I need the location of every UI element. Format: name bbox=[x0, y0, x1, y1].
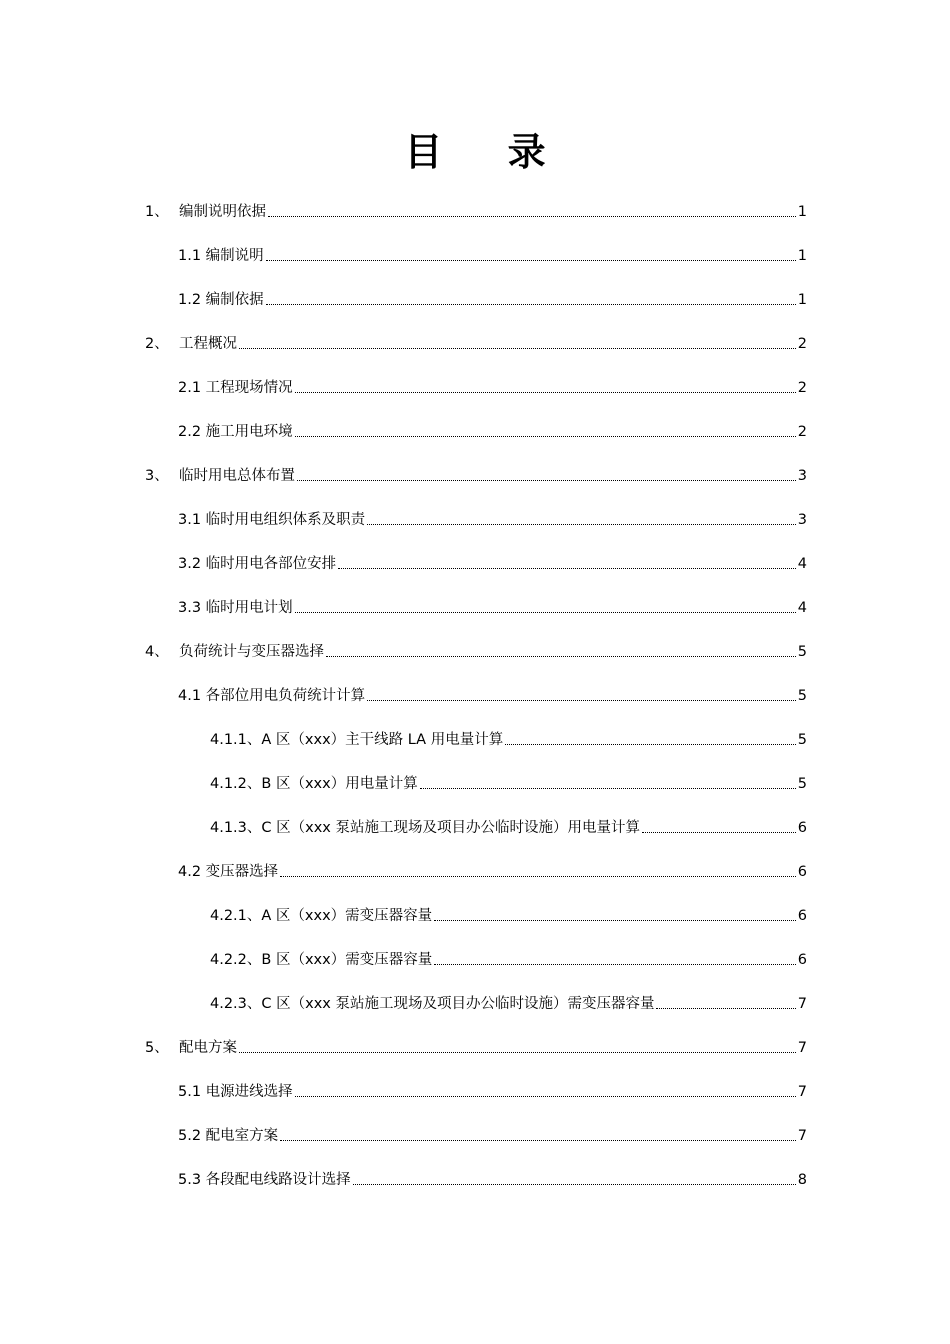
dot-leader bbox=[434, 964, 796, 965]
toc-page-number: 4 bbox=[797, 556, 807, 572]
toc-entry-1-1[interactable] bbox=[178, 242, 807, 266]
toc-entry-4-2[interactable] bbox=[178, 858, 807, 882]
toc-entry-3-1[interactable] bbox=[178, 506, 807, 530]
toc-label: 5.2 配电室方案 bbox=[178, 1128, 279, 1144]
toc-label: 3.1 临时用电组织体系及职责 bbox=[178, 512, 366, 528]
toc-page-number: 6 bbox=[797, 820, 807, 836]
toc-entry-5-3[interactable] bbox=[178, 1166, 807, 1190]
toc-entry-2-2[interactable] bbox=[178, 418, 807, 442]
toc-page-number: 6 bbox=[797, 864, 807, 880]
dot-leader bbox=[338, 568, 796, 569]
toc-label: 4.1.3、C 区（xxx 泵站施工现场及项目办公临时设施）用电量计算 bbox=[210, 820, 640, 836]
toc-page-number: 1 bbox=[797, 204, 807, 220]
toc-label: 临时用电总体布置 bbox=[179, 468, 295, 484]
toc-page-number: 5 bbox=[797, 776, 807, 792]
toc-entry-4-1[interactable] bbox=[178, 682, 807, 706]
toc-label: 2.1 工程现场情况 bbox=[178, 380, 293, 396]
toc-page-number: 7 bbox=[797, 996, 807, 1012]
dot-leader bbox=[295, 1096, 796, 1097]
toc-label: 4.2.2、B 区（xxx）需变压器容量 bbox=[210, 952, 433, 968]
toc-page-number: 3 bbox=[797, 512, 807, 528]
toc-entry-4-1-3[interactable] bbox=[210, 814, 807, 838]
toc-label: 5.3 各段配电线路设计选择 bbox=[178, 1172, 351, 1188]
toc-label: 1.2 编制依据 bbox=[178, 292, 264, 308]
toc-number: 5、 bbox=[145, 1040, 169, 1056]
toc-page-number: 2 bbox=[797, 380, 807, 396]
dot-leader bbox=[268, 216, 796, 217]
toc-label: 3.2 临时用电各部位安排 bbox=[178, 556, 337, 572]
dot-leader bbox=[656, 1008, 795, 1009]
dot-leader bbox=[295, 392, 796, 393]
toc-number: 4、 bbox=[145, 644, 169, 660]
toc-number: 1、 bbox=[145, 204, 169, 220]
dot-leader bbox=[280, 1140, 796, 1141]
toc-page-number: 1 bbox=[797, 248, 807, 264]
dot-leader bbox=[295, 436, 796, 437]
toc-label: 编制说明依据 bbox=[179, 204, 266, 220]
toc-label: 4.2 变压器选择 bbox=[178, 864, 279, 880]
toc-entry-3-2[interactable] bbox=[178, 550, 807, 574]
dot-leader bbox=[434, 920, 796, 921]
toc-entry-2[interactable] bbox=[145, 330, 807, 354]
toc-label: 4.2.3、C 区（xxx 泵站施工现场及项目办公临时设施）需变压器容量 bbox=[210, 996, 655, 1012]
toc-entry-4-1-2[interactable] bbox=[210, 770, 807, 794]
toc-label: 工程概况 bbox=[179, 336, 237, 352]
toc-entry-5-1[interactable] bbox=[178, 1078, 807, 1102]
toc-page-number: 2 bbox=[797, 336, 807, 352]
toc-label: 3.3 临时用电计划 bbox=[178, 600, 293, 616]
toc-entry-5[interactable] bbox=[145, 1034, 807, 1058]
page-title: 目 录 bbox=[404, 129, 572, 174]
toc-label: 5.1 电源进线选择 bbox=[178, 1084, 293, 1100]
dot-leader bbox=[326, 656, 796, 657]
toc-label: 4.1.1、A 区（xxx）主干线路 LA 用电量计算 bbox=[210, 732, 504, 748]
toc-page-number: 1 bbox=[797, 292, 807, 308]
toc-entry-4-1-1[interactable] bbox=[210, 726, 807, 750]
toc-label: 4.2.1、A 区（xxx）需变压器容量 bbox=[210, 908, 433, 924]
toc-number: 2、 bbox=[145, 336, 169, 352]
toc-entry-4-2-3[interactable] bbox=[210, 990, 807, 1014]
toc-page-number: 5 bbox=[797, 688, 807, 704]
toc-label: 1.1 编制说明 bbox=[178, 248, 264, 264]
dot-leader bbox=[280, 876, 796, 877]
toc-label: 配电方案 bbox=[179, 1040, 237, 1056]
toc-entry-4-2-2[interactable] bbox=[210, 946, 807, 970]
toc-page-number: 5 bbox=[797, 644, 807, 660]
toc-entry-3[interactable] bbox=[145, 462, 807, 486]
dot-leader bbox=[420, 788, 796, 789]
dot-leader bbox=[367, 700, 796, 701]
dot-leader bbox=[642, 832, 796, 833]
dot-leader bbox=[505, 744, 796, 745]
dot-leader bbox=[367, 524, 796, 525]
dot-leader bbox=[266, 304, 796, 305]
toc-label: 负荷统计与变压器选择 bbox=[179, 644, 324, 660]
toc-page-number: 5 bbox=[797, 732, 807, 748]
dot-leader bbox=[266, 260, 796, 261]
toc-number: 3、 bbox=[145, 468, 169, 484]
dot-leader bbox=[353, 1184, 796, 1185]
toc-page-number: 2 bbox=[797, 424, 807, 440]
toc-entry-2-1[interactable] bbox=[178, 374, 807, 398]
toc-entry-3-3[interactable] bbox=[178, 594, 807, 618]
dot-leader bbox=[239, 348, 796, 349]
dot-leader bbox=[297, 480, 796, 481]
toc-page-number: 7 bbox=[797, 1040, 807, 1056]
toc-entry-1-2[interactable] bbox=[178, 286, 807, 310]
toc-entry-1[interactable] bbox=[145, 198, 807, 222]
toc-page-number: 3 bbox=[797, 468, 807, 484]
toc-entry-4-2-1[interactable] bbox=[210, 902, 807, 926]
toc-entry-5-2[interactable] bbox=[178, 1122, 807, 1146]
dot-leader bbox=[295, 612, 796, 613]
toc-label: 4.1 各部位用电负荷统计计算 bbox=[178, 688, 366, 704]
toc-page-number: 4 bbox=[797, 600, 807, 616]
toc-label: 4.1.2、B 区（xxx）用电量计算 bbox=[210, 776, 418, 792]
toc-label: 2.2 施工用电环境 bbox=[178, 424, 293, 440]
toc-page-number: 6 bbox=[797, 908, 807, 924]
toc-page-number: 7 bbox=[797, 1128, 807, 1144]
toc-page-number: 7 bbox=[797, 1084, 807, 1100]
toc-entry-4[interactable] bbox=[145, 638, 807, 662]
dot-leader bbox=[239, 1052, 796, 1053]
toc-page-number: 8 bbox=[797, 1172, 807, 1188]
toc-page-number: 6 bbox=[797, 952, 807, 968]
